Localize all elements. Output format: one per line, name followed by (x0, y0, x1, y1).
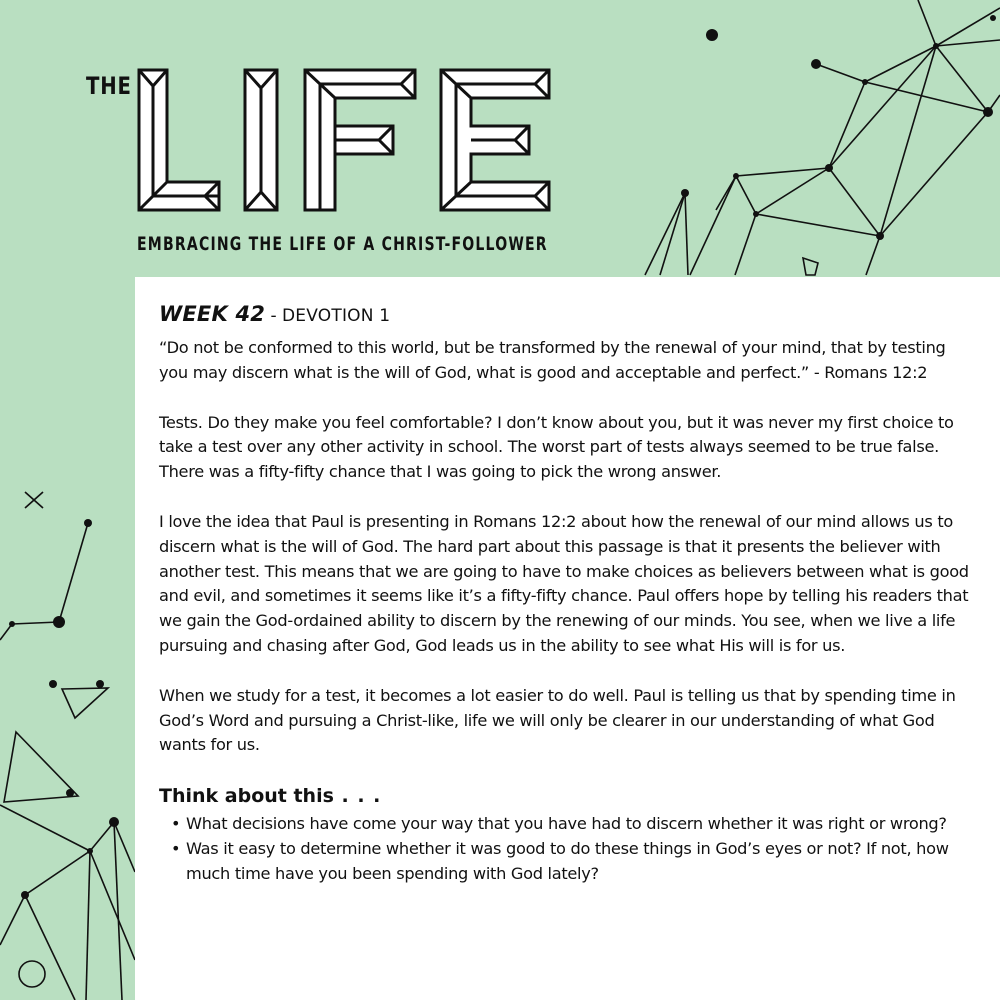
question-text: What decisions have come your way that you have had to discern whether it was right or wrong? (186, 814, 947, 834)
header-the: THE (86, 72, 132, 100)
devotion-heading (159, 301, 971, 329)
bullet-icon: • (171, 814, 181, 834)
question-text: Was it easy to determine whether it was good to do these things in God’s eyes or not? If not, how much time have you been spending with God lately? (186, 838, 949, 883)
devotion-panel (135, 277, 1000, 1000)
bullet-icon: • (171, 838, 181, 858)
logo-letter-l (139, 70, 219, 210)
paragraph: I love the idea that Paul is presenting in Romans 12:2 about how the renewal of our mind allows us to discern what is the will of God. The hard part about this passage is that it presents the believer with another test. This means that we are going to have to make choices as believers between what is good and evil, and sometimes it seems like it’s a fifty-fifty chance. Paul offers hope by telling his readers that we gain the God-ordained ability to discern by the renewing of our minds. You see, when we live a life pursuing and chasing after God, God leads us in the ability to see what His will is for us. (159, 511, 969, 655)
devotion-label: DEVOTION 1 (282, 306, 391, 326)
logo-letter-f (305, 70, 415, 210)
constellation-left-dots (9, 519, 119, 899)
reflection-questions (159, 812, 971, 886)
logo-letter-e (441, 70, 549, 210)
logo-letter-i (245, 70, 277, 210)
reflection-question (159, 837, 971, 887)
think-about-this-heading (159, 783, 971, 810)
paragraph: Tests. Do they make you feel comfortable? I don’t know about you, but it was never my first choice to take a test over any other activity in school. The worst part of tests always seemed to be true false. There was a fifty-fifty chance that I was going to pick the wrong answer. (159, 412, 954, 482)
think-title: Think about this (159, 785, 334, 808)
constellation-left (0, 492, 135, 1000)
life-logo (135, 66, 555, 216)
scripture-verse: “Do not be conformed to this world, but be transformed by the renewal of your mind, that by testing you may discern what is the will of God, what is good and acceptable and perfect.” - Romans 12:2 (159, 338, 946, 382)
paragraph: When we study for a test, it becomes a lot easier to do well. Paul is telling us that by spending time in God’s Word and pursuing a Christ-like, life we will only be clearer in our understanding of what God wants for us. (159, 685, 956, 755)
reflection-question (159, 812, 971, 837)
week-number: WEEK 42 (159, 302, 266, 326)
think-ellipsis: . . . (333, 785, 382, 808)
devotion-text (159, 301, 971, 887)
constellation-top-right (645, 0, 1000, 275)
heading-separator: - (265, 306, 283, 326)
constellation-top-right-dots (681, 15, 996, 240)
header-subtitle: EMBRACING THE LIFE OF A CHRIST-FOLLOWER (137, 233, 548, 255)
